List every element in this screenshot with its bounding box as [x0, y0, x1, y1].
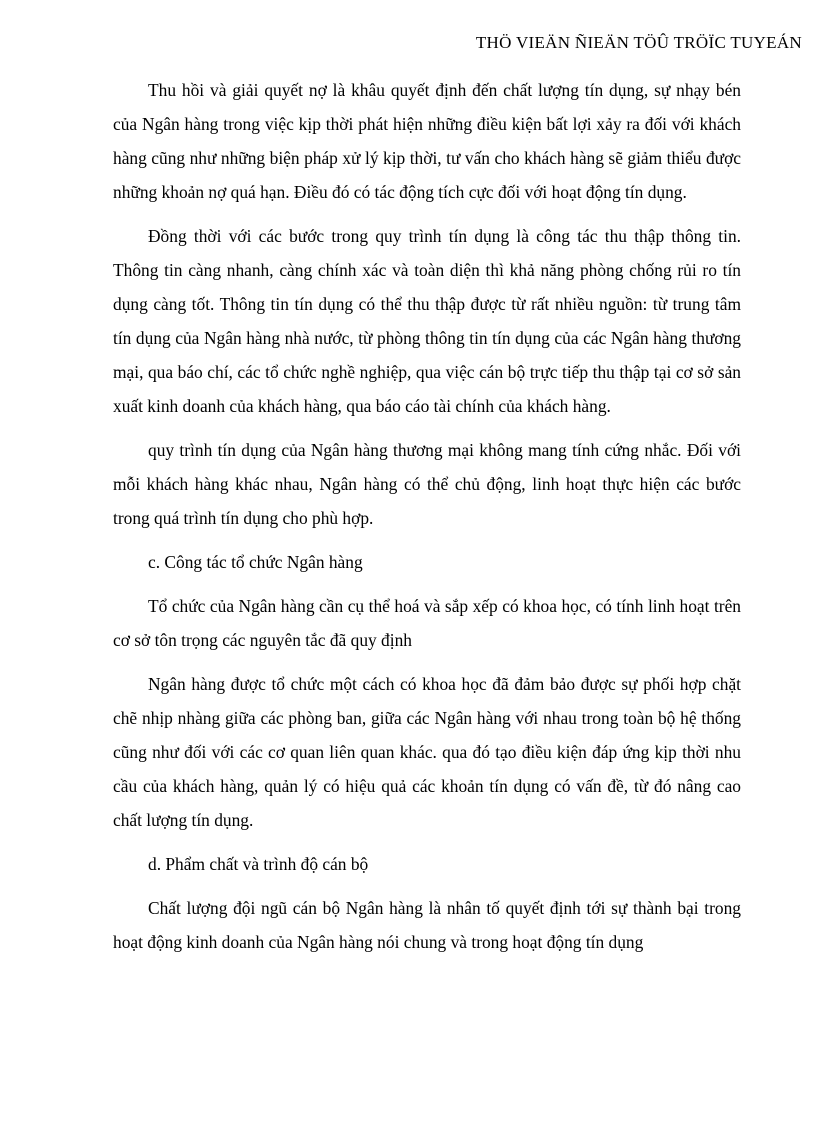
paragraph-organization-principles: Tổ chức của Ngân hàng cần cụ thể hoá và sắp xếp có khoa học, có tính linh hoạt trên cơ sở tôn trọng các nguyên tắc đã quy định: [113, 596, 741, 650]
paragraph-staff-quality: Chất lượng đội ngũ cán bộ Ngân hàng là nhân tố quyết định tới sự thành bại trong hoạt động kinh doanh của Ngân hàng nói chung và trong hoạt động tín dụng: [113, 898, 741, 952]
paragraph-debt-recovery: Thu hồi và giải quyết nợ là khâu quyết định đến chất lượng tín dụng, sự nhạy bén của Ngân hàng trong việc kịp thời phát hiện những điều kiện bất lợi xảy ra đối với khách hàng cũng như những biện pháp xử lý kịp thời, tư vấn cho khách hàng sẽ giảm thiểu được những khoản nợ quá hạn. Điều đó có tác động tích cực đối với hoạt động tín dụng.: [113, 80, 741, 202]
page-header: THÖ VIEÄN ÑIEÄN TÖÛ TRÖÏC TUYEÁN: [475, 33, 802, 52]
paragraph-organization-benefits: Ngân hàng được tổ chức một cách có khoa học đã đảm bảo được sự phối hợp chặt chẽ nhịp nhàng giữa các phòng ban, giữa các Ngân hàng với nhau trong toàn bộ hệ thống cũng như đối với các cơ quan liên quan khác. qua đó tạo điều kiện đáp ứng kịp thời nhu cầu của khách hàng, quản lý có hiệu quả các khoản tín dụng có vấn đề, từ đó nâng cao chất lượng tín dụng.: [113, 674, 741, 830]
paragraph-credit-process-flexibility: quy trình tín dụng của Ngân hàng thương mại không mang tính cứng nhắc. Đối với mỗi khách hàng khác nhau, Ngân hàng có thể chủ động, linh hoạt thực hiện các bước trong quá trình tín dụng cho phù hợp.: [113, 440, 741, 528]
document-body: [113, 73, 741, 959]
paragraph-information-collection: Đồng thời với các bước trong quy trình tín dụng là công tác thu thập thông tin. Thông tin càng nhanh, càng chính xác và toàn diện thì khả năng phòng chống rủi ro tín dụng càng tốt. Thông tin tín dụng có thể thu thập được từ rất nhiều nguồn: từ trung tâm tín dụng của Ngân hàng nhà nước, từ phòng thông tin tín dụng của các Ngân hàng thương mại, qua báo chí, các tổ chức nghề nghiệp, qua việc cán bộ trực tiếp thu thập tại cơ sở sản xuất kinh doanh của khách hàng, qua báo cáo tài chính của khách hàng.: [113, 226, 741, 416]
section-heading-bank-organization: c. Công tác tổ chức Ngân hàng: [148, 552, 363, 572]
section-heading-staff-quality: d. Phẩm chất và trình độ cán bộ: [148, 854, 369, 874]
